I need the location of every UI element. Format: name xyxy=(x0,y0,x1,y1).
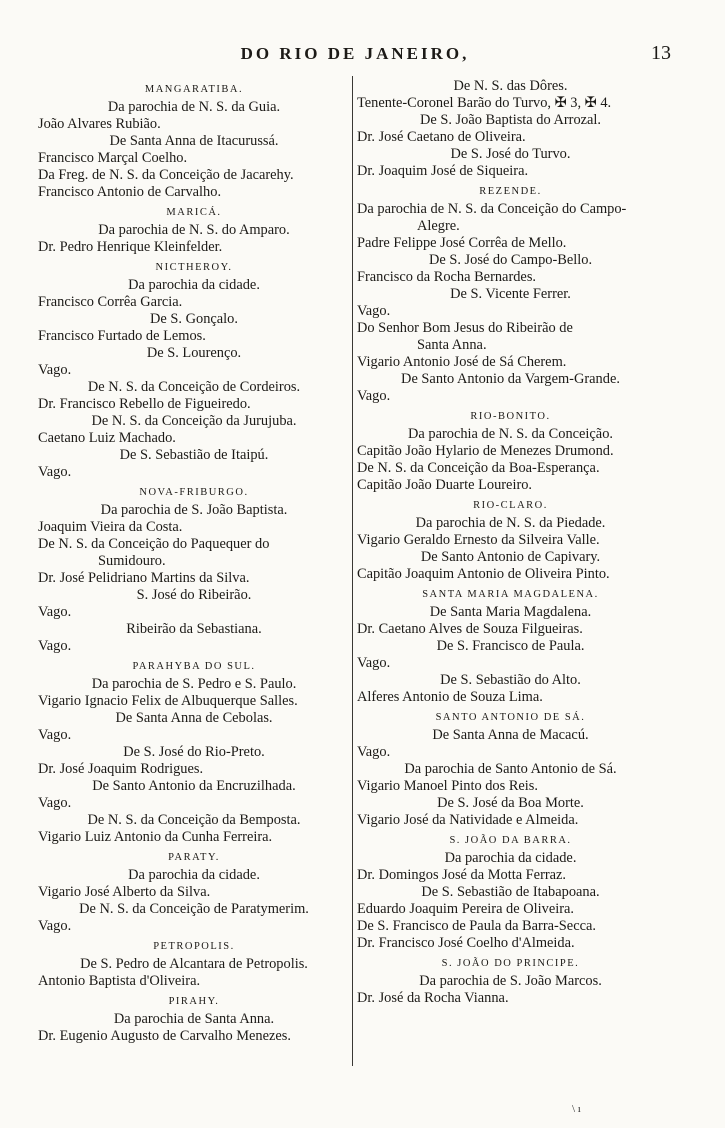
parish-line: Da parochia de S. João Marcos. xyxy=(419,973,602,989)
parish-line: De S. Lourenço. xyxy=(146,345,242,361)
person-line: Capitão Joaquim Antonio de Oliveira Pinto. xyxy=(357,566,610,582)
parish-line: De N. S. da Conceição da Bemposta. xyxy=(87,812,301,828)
person-line: Dr. Caetano Alves de Souza Filgueiras. xyxy=(357,621,583,637)
parish-line: Da parochia de N. S. da Guia. xyxy=(107,99,281,115)
person-line: Vago. xyxy=(38,918,72,934)
person-line: Dr. Francisco Rebello de Figueiredo. xyxy=(38,396,251,412)
parish-line: De S. José do Campo-Bello. xyxy=(428,252,593,268)
person-line: Dr. Pedro Henrique Kleinfelder. xyxy=(38,239,223,255)
section-heading: MANGARATIBA. xyxy=(144,84,244,95)
person-line: Vigario José Alberto da Silva. xyxy=(38,884,211,900)
parish-line: De S. Francisco de Paula. xyxy=(436,638,585,654)
person-line: Dr. José da Rocha Vianna. xyxy=(357,990,509,1006)
person-line: Vigario Antonio José de Sá Cherem. xyxy=(357,354,567,370)
person-line: De S. Francisco de Paula da Barra-Secca. xyxy=(357,918,596,934)
parish-line: Da parochia de Santo Antonio de Sá. xyxy=(404,761,617,777)
page-header xyxy=(0,44,725,70)
person-line: Dr. José Caetano de Oliveira. xyxy=(357,129,526,145)
parish-line: Ribeirão da Sebastiana. xyxy=(126,621,262,637)
column-divider xyxy=(352,76,353,1066)
parish-line: Da parochia da cidade. xyxy=(444,850,577,866)
person-line: Joaquim Vieira da Costa. xyxy=(38,519,183,535)
person-line: Da Freg. de N. S. da Conceição de Jacarehy. xyxy=(38,167,294,183)
continuation-line: Santa Anna. xyxy=(417,337,487,353)
person-line: Capitão João Duarte Loureiro. xyxy=(357,477,533,493)
person-line: De N. S. da Conceição do Paquequer do xyxy=(38,536,270,552)
person-line: Vago. xyxy=(357,744,391,760)
parish-line: De S. José da Boa Morte. xyxy=(437,795,584,811)
section-heading: SANTO ANTONIO DE SÁ. xyxy=(435,712,586,723)
parish-line: De Santa Anna de Macacú. xyxy=(432,727,589,743)
parish-line: De S. José do Turvo. xyxy=(450,146,571,162)
parish-line: De Santo Antonio de Capivary. xyxy=(420,549,601,565)
section-heading: MARICÁ. xyxy=(166,207,222,218)
person-line: Vigario Luiz Antonio da Cunha Ferreira. xyxy=(38,829,273,845)
person-line: Dr. Eugenio Augusto de Carvalho Menezes. xyxy=(38,1028,291,1044)
person-line: Caetano Luiz Machado. xyxy=(38,430,176,446)
person-line: Vago. xyxy=(357,388,391,404)
parish-line: Da parochia da cidade. xyxy=(128,277,260,293)
parish-line: Da parochia de Santa Anna. xyxy=(113,1011,275,1027)
person-line: Eduardo Joaquim Pereira de Oliveira. xyxy=(357,901,574,917)
parish-line: De S. Vicente Ferrer. xyxy=(450,286,571,302)
person-line: Vigario José da Natividade e Almeida. xyxy=(357,812,579,828)
parish-line: De N. S. da Conceição da Jurujuba. xyxy=(91,413,297,429)
person-line: Francisco Furtado de Lemos. xyxy=(38,328,206,344)
parish-line: De Santa Maria Magdalena. xyxy=(429,604,592,620)
section-heading: NICTHEROY. xyxy=(155,262,233,273)
parish-line: S. José do Ribeirão. xyxy=(136,587,252,603)
parish-line: De N. S. das Dôres. xyxy=(453,78,568,94)
section-heading: PARATY. xyxy=(168,852,220,863)
parish-line: De N. S. da Conceição de Paratymerim. xyxy=(79,901,309,917)
parish-line: Da parochia de N. S. da Piedade. xyxy=(415,515,606,531)
person-line: Vago. xyxy=(357,303,391,319)
person-line: Antonio Baptista d'Oliveira. xyxy=(38,973,201,989)
section-heading: PARAHYBA DO SUL. xyxy=(132,661,256,672)
person-line: Vigario Ignacio Felix de Albuquerque Salles. xyxy=(38,693,298,709)
parish-line: Da parochia de S. Pedro e S. Paulo. xyxy=(91,676,297,692)
person-line: Vigario Geraldo Ernesto da Silveira Valle. xyxy=(357,532,600,548)
section-heading: PIRAHY. xyxy=(168,996,220,1007)
page-number: 13 xyxy=(651,42,671,64)
person-line: Vago. xyxy=(357,655,391,671)
person-line: Dr. José Pelidriano Martins da Silva. xyxy=(38,570,250,586)
parish-line: De Santo Antonio da Vargem-Grande. xyxy=(401,371,620,387)
parish-line: De S. José do Rio-Preto. xyxy=(123,744,265,760)
section-heading: SANTA MARIA MAGDALENA. xyxy=(422,589,599,600)
section-heading: PETROPOLIS. xyxy=(153,941,235,952)
running-title: DO RIO DE JANEIRO, xyxy=(240,44,470,63)
section-heading: REZENDE. xyxy=(479,186,542,197)
left-column xyxy=(38,78,350,1045)
section-heading: RIO-BONITO. xyxy=(470,411,551,422)
person-line: Francisco Corrêa Garcia. xyxy=(38,294,183,310)
parish-line: Da parochia de N. S. do Amparo. xyxy=(98,222,290,238)
person-line: Tenente-Coronel Barão do Turvo, ✠ 3, ✠ 4. xyxy=(357,95,612,111)
section-heading: S. JOÃO DO PRINCIPE. xyxy=(441,958,580,969)
parish-line: De Santa Anna de Itacurussá. xyxy=(109,133,279,149)
person-line: Vago. xyxy=(38,795,72,811)
person-line: Francisco Antonio de Carvalho. xyxy=(38,184,222,200)
person-line: Vago. xyxy=(38,727,72,743)
parish-line: De S. João Baptista do Arrozal. xyxy=(419,112,602,128)
section-heading: NOVA-FRIBURGO. xyxy=(139,487,249,498)
parish-line: De S. Sebastião de Itaipú. xyxy=(119,447,269,463)
person-line: Francisco Marçal Coelho. xyxy=(38,150,188,166)
parish-line: Da parochia de S. João Baptista. xyxy=(100,502,288,518)
person-line: Da parochia de N. S. da Conceição do Campo- xyxy=(357,201,627,217)
person-line: João Alvares Rubião. xyxy=(38,116,161,132)
person-line: Dr. José Joaquim Rodrigues. xyxy=(38,761,204,777)
person-line: Do Senhor Bom Jesus do Ribeirão de xyxy=(357,320,573,336)
person-line: Vago. xyxy=(38,362,72,378)
parish-line: De S. Sebastião do Alto. xyxy=(440,672,581,688)
person-line: Vago. xyxy=(38,604,72,620)
parish-line: De N. S. da Conceição de Cordeiros. xyxy=(87,379,301,395)
person-line: Dr. Joaquim José de Siqueira. xyxy=(357,163,529,179)
person-line: Vago. xyxy=(38,464,72,480)
continuation-line: Alegre. xyxy=(417,218,460,234)
person-line: Francisco da Rocha Bernardes. xyxy=(357,269,537,285)
section-heading: S. JOÃO DA BARRA. xyxy=(449,835,572,846)
person-line: Alferes Antonio de Souza Lima. xyxy=(357,689,543,705)
person-line: Dr. Domingos José da Motta Ferraz. xyxy=(357,867,567,883)
parish-line: De S. Pedro de Alcantara de Petropolis. xyxy=(80,956,308,972)
right-column xyxy=(357,78,664,1007)
person-line: Padre Felippe José Corrêa de Mello. xyxy=(357,235,567,251)
parish-line: De S. Sebastião de Itabapoana. xyxy=(421,884,600,900)
section-heading: RIO-CLARO. xyxy=(473,500,548,511)
printer-marks: \ ı xyxy=(572,1103,581,1115)
continuation-line: Sumidouro. xyxy=(98,553,166,569)
person-line: Dr. Francisco José Coelho d'Almeida. xyxy=(357,935,575,951)
person-line: Vago. xyxy=(38,638,72,654)
person-line: De N. S. da Conceição da Boa-Esperança. xyxy=(357,460,600,476)
parish-line: Da parochia da cidade. xyxy=(128,867,260,883)
person-line: Capitão João Hylario de Menezes Drumond. xyxy=(357,443,614,459)
parish-line: De S. Gonçalo. xyxy=(150,311,238,327)
parish-line: De Santo Antonio da Encruzilhada. xyxy=(92,778,296,794)
parish-line: Da parochia de N. S. da Conceição. xyxy=(408,426,613,442)
parish-line: De Santa Anna de Cebolas. xyxy=(115,710,273,726)
person-line: Vigario Manoel Pinto dos Reis. xyxy=(357,778,539,794)
